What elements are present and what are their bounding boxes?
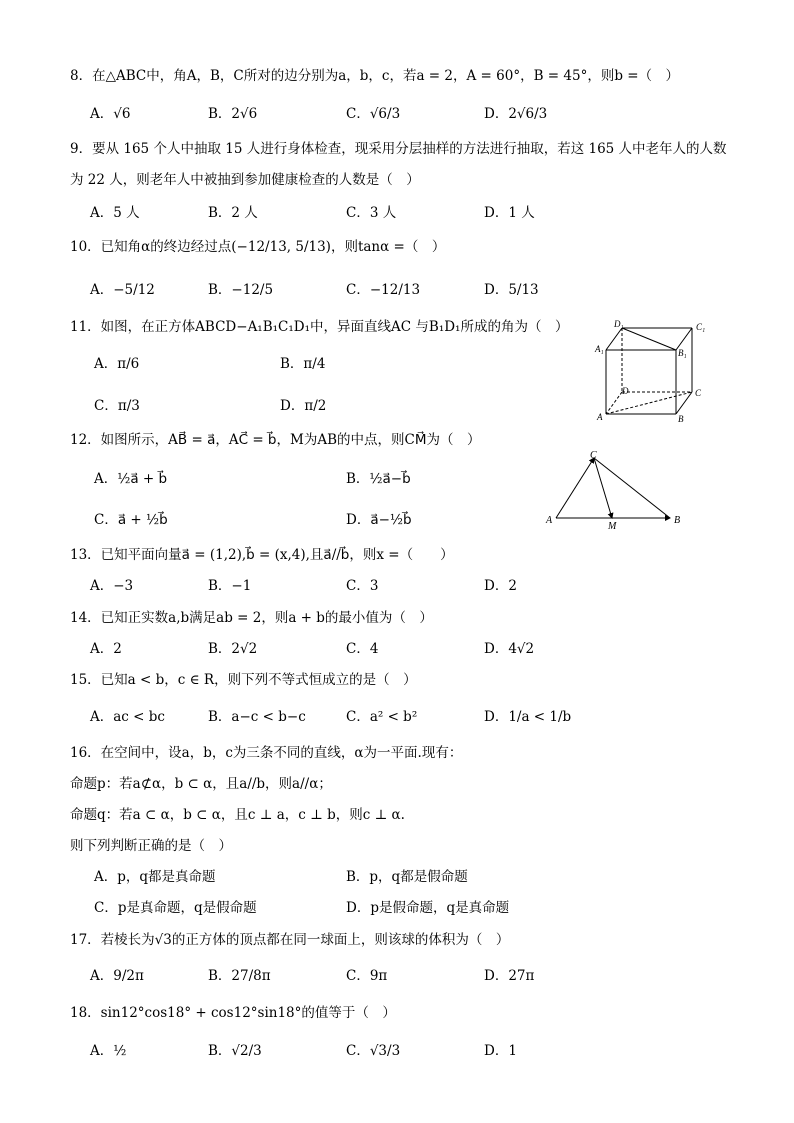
question-10-stem: 10．已知角α的终边经过点(−12/13, 5/13)，则tanα =（ ） <box>70 239 446 255</box>
question-11-option-a: A．π/6 <box>94 356 140 372</box>
question-17-option-d: D．27π <box>484 968 535 984</box>
question-9-stem: 9．要从 165 个人中抽取 15 人进行身体检查，现采用分层抽样的方法进行抽取，若这 165 人中老年人的人数 <box>70 141 727 157</box>
question-10-option-b: B．−12/5 <box>208 282 274 298</box>
question-14-option-a: A．2 <box>90 641 122 657</box>
question-12-option-b: B．½a⃗−b⃗ <box>346 471 411 487</box>
question-17-option-b: B．27/8π <box>208 968 271 984</box>
question-12-option-a: A．½a⃗ + b⃗ <box>94 471 168 487</box>
triangle-figure <box>542 448 684 530</box>
question-11-stem: 11．如图，在正方体ABCD−A₁B₁C₁D₁中，异面直线AC 与B₁D₁所成的角为（ ） <box>70 319 569 335</box>
question-11-option-c: C．π/3 <box>94 398 140 414</box>
question-18-option-d: D．1 <box>484 1043 517 1059</box>
question-9-stem-cont: 为 22 人，则老年人中被抽到参加健康检查的人数是（ ） <box>70 172 420 188</box>
question-8-stem: 8．在△ABC中，角A，B，C所对的边分别为a，b，c，若a = 2，A = 60°，B = 45°，则b =（ ） <box>70 68 680 84</box>
question-14-option-d: D．4√2 <box>484 641 535 657</box>
question-16-option-a: A．p，q都是真命题 <box>94 869 216 885</box>
cube-label-c1: C₁ <box>696 322 706 332</box>
question-9-option-c: C．3 人 <box>346 205 397 221</box>
question-13-option-a: A．−3 <box>90 578 134 594</box>
question-16-option-c: C．p是真命题，q是假命题 <box>94 900 257 916</box>
question-14-stem: 14．已知正实数a,b满足ab = 2，则a + b的最小值为（ ） <box>70 610 433 626</box>
question-15-stem: 15．已知a < b，c ∈ R，则下列不等式恒成立的是（ ） <box>70 672 417 688</box>
question-17-stem: 17．若棱长为√3的正方体的顶点都在同一球面上，则该球的体积为（ ） <box>70 932 510 948</box>
question-8-option-d: D．2√6/3 <box>484 106 548 122</box>
question-12-option-c: C．a⃗ + ½b⃗ <box>94 512 168 528</box>
question-17-option-c: C．9π <box>346 968 388 984</box>
question-12-option-d: D．a⃗−½b⃗ <box>346 512 412 528</box>
question-16-option-b: B．p，q都是假命题 <box>346 869 468 885</box>
question-16-proposition-p: 命题p：若a⊄α，b ⊂ α，且a//b，则a//α； <box>70 776 332 792</box>
question-16-option-d: D．p是假命题，q是真命题 <box>346 900 510 916</box>
triangle-label-b: B <box>674 515 681 526</box>
cube-label-c: C <box>695 388 702 398</box>
question-16-stem: 16．在空间中，设a，b，c为三条不同的直线，α为一平面.现有： <box>70 745 463 761</box>
question-12-stem: 12．如图所示，AB⃗ = a⃗，AC⃗ = b⃗，M为AB的中点，则CM⃗为（ ） <box>70 432 481 448</box>
question-13-option-b: B．−1 <box>208 578 252 594</box>
cube-label-b: B <box>678 414 684 424</box>
question-9-option-d: D．1 人 <box>484 205 535 221</box>
question-11-option-b: B．π/4 <box>280 356 326 372</box>
cube-label-a: A <box>597 412 603 422</box>
question-17-option-a: A．9/2π <box>90 968 144 984</box>
cube-label-b1: B₁ <box>678 348 687 358</box>
question-13-option-d: D．2 <box>484 578 517 594</box>
question-13-stem: 13．已知平面向量a⃗ = (1,2),b⃗ = (x,4),且a⃗//b⃗，则x =（ ） <box>70 547 454 563</box>
question-13-option-c: C．3 <box>346 578 379 594</box>
question-10-option-a: A．−5/12 <box>90 282 155 298</box>
question-9-option-b: B．2 人 <box>208 205 258 221</box>
question-10-option-d: D．5/13 <box>484 282 539 298</box>
question-18-option-a: A．½ <box>90 1043 127 1059</box>
cube-label-a1: A₁ <box>595 344 604 354</box>
question-8-option-c: C．√6/3 <box>346 106 401 122</box>
question-9-option-a: A．5 人 <box>90 205 140 221</box>
question-18-option-c: C．√3/3 <box>346 1043 401 1059</box>
question-14-option-b: B．2√2 <box>208 641 258 657</box>
question-10-option-c: C．−12/13 <box>346 282 421 298</box>
question-18-stem: 18．sin12°cos18° + cos12°sin18°的值等于（ ） <box>70 1005 396 1021</box>
question-14-option-c: C．4 <box>346 641 379 657</box>
triangle-label-m: M <box>608 521 617 530</box>
question-15-option-c: C．a² < b² <box>346 709 418 725</box>
question-11-option-d: D．π/2 <box>280 398 327 414</box>
question-15-option-b: B．a−c < b−c <box>208 709 306 725</box>
cube-label-d: D <box>622 386 629 396</box>
question-8-option-a: A．√6 <box>90 106 131 122</box>
triangle-label-c: C <box>590 450 597 461</box>
triangle-label-a: A <box>546 515 553 526</box>
question-15-option-d: D．1/a < 1/b <box>484 709 572 725</box>
question-15-option-a: A．ac < bc <box>90 709 165 725</box>
question-8-option-b: B．2√6 <box>208 106 258 122</box>
question-16-proposition-q: 命题q：若a ⊂ α，b ⊂ α，且c ⊥ a，c ⊥ b，则c ⊥ α. <box>70 807 405 823</box>
cube-figure <box>594 318 714 424</box>
question-18-option-b: B．√2/3 <box>208 1043 262 1059</box>
cube-label-d1: D₁ <box>614 319 624 329</box>
question-16-prompt: 则下列判断正确的是（ ） <box>70 838 232 854</box>
